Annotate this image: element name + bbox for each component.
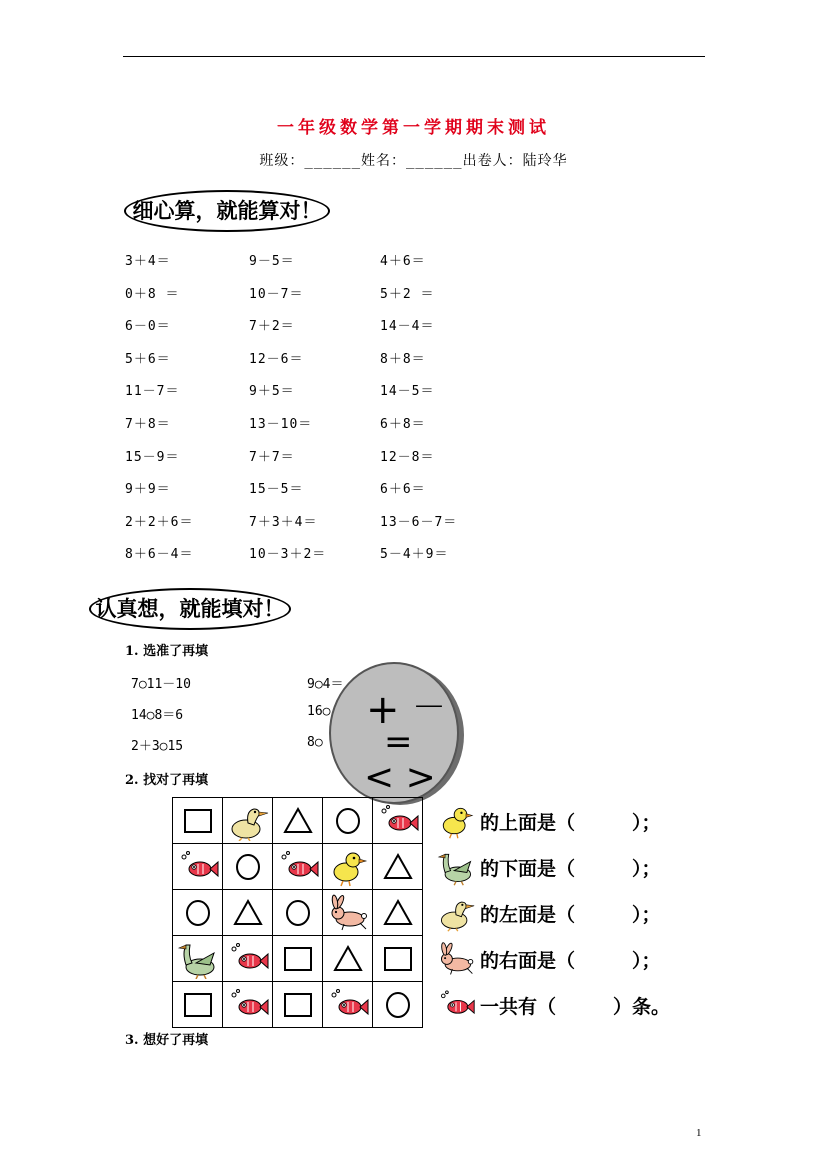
triangle-icon [376,847,420,887]
grid-cell [273,798,323,844]
rabbit-icon [326,893,370,933]
fish-icon [226,985,270,1025]
calc-problem: 8＋6－4＝ [125,547,194,563]
page-title: 一年级数学第一学期期末测试 [277,118,550,138]
square-icon [176,985,220,1025]
grid-row [173,844,423,890]
grid-cell [223,936,273,982]
grid-row [173,890,423,936]
grid-cell [173,936,223,982]
question-text: 的上面是（ ）； [480,812,661,834]
grid-cell [373,844,423,890]
chick-icon [326,847,370,887]
grid-row [173,936,423,982]
calc-problem: 6＋8＝ [380,417,426,432]
question-animal [436,893,476,937]
header-rule [123,56,705,57]
calc-problem: 15－5＝ [249,482,304,498]
chick-icon [436,801,476,841]
calc-problem: 10－3＋2＝ [249,547,327,563]
page-number: 1 [696,1127,702,1139]
comparison-problem: 7○11－10 [131,677,191,692]
goose-icon [176,939,220,979]
fish-icon [276,847,320,887]
calc-problem: 7＋8＝ [125,417,171,432]
grid-cell [323,798,373,844]
position-grid [172,797,423,1028]
calc-problem: 4＋6＝ [380,254,426,269]
triangle-icon [376,893,420,933]
calc-problem: 9＋9＝ [125,482,171,498]
grid-cell [273,982,323,1028]
grid-cell [173,982,223,1028]
calc-problem: 15－9＝ [125,449,180,465]
calc-problem: 10－7＝ [249,286,304,302]
section1-banner: 细心算，就能算对！ [124,190,330,232]
comparison-problem: 8○ [307,735,323,750]
grid-cell [373,890,423,936]
calc-problem: 9－5＝ [249,254,295,269]
question-text: 的右面是（ ）； [480,950,661,972]
calc-problem: 6－0＝ [125,319,171,335]
plus-symbol: + [366,687,400,733]
grid-cell [323,982,373,1028]
compare-symbols: < > [364,757,436,798]
grid-row [173,982,423,1028]
calc-problem: 2＋2＋6＝ [125,514,194,530]
triangle-icon [226,893,270,933]
question-animal [436,939,476,983]
comparison-problem: 9○4＝ [307,677,344,692]
grid-cell [223,890,273,936]
question-animal [436,801,476,845]
symbol-bubble [326,661,466,806]
question-animal [436,847,476,891]
circle-icon [326,801,370,841]
calc-problem: 5－4＋9＝ [380,547,449,563]
grid-row [173,798,423,844]
circle-icon [176,893,220,933]
circle-icon [276,893,320,933]
triangle-icon [276,801,320,841]
circle-icon [376,985,420,1025]
duck-icon [436,893,476,933]
comparison-problem: 2＋3○15 [131,739,184,754]
calc-problem: 14－5＝ [380,384,435,400]
fish-icon [176,847,220,887]
fish-icon [376,801,420,841]
calc-problem: 9＋5＝ [249,384,295,400]
circle-icon [226,847,270,887]
calc-problem: 8＋8＝ [380,351,426,367]
student-info-line: 班级：______姓名：______出卷人：陆玲华 [259,153,568,169]
fish-icon [326,985,370,1025]
grid-cell [323,936,373,982]
grid-cell [373,798,423,844]
grid-cell [373,982,423,1028]
section2-banner: 认真想，就能填对！ [89,588,291,630]
question1-title: 1. 选准了再填 [125,644,209,659]
triangle-icon [326,939,370,979]
calc-problem: 12－6＝ [249,351,304,367]
question-text: 的下面是（ ）； [480,858,661,880]
grid-cell [173,844,223,890]
calc-problem: 6＋6＝ [380,482,426,498]
calc-problem: 7＋2＝ [249,319,295,335]
calc-problem: 5＋2 ＝ [380,286,435,302]
fish-icon [436,985,476,1025]
calc-problem: 7＋3＋4＝ [249,514,318,530]
grid-cell [323,890,373,936]
grid-cell [173,890,223,936]
goose-icon [436,847,476,887]
grid-cell [223,798,273,844]
grid-cell [373,936,423,982]
calc-problem: 5＋6＝ [125,351,171,367]
grid-cell [273,844,323,890]
duck-icon [226,801,270,841]
square-icon [176,801,220,841]
square-icon [376,939,420,979]
grid-cell [273,890,323,936]
calc-problem: 0＋8 ＝ [125,286,180,302]
question2-title: 2. 找对了再填 [125,773,209,788]
rabbit-icon [436,939,476,979]
calc-problem: 3＋4＝ [125,254,171,269]
minus-symbol: － [412,688,446,728]
grid-cell [223,982,273,1028]
calc-problem: 11－7＝ [125,384,180,400]
calc-problem: 13－6－7＝ [380,514,458,530]
calc-problem: 14－4＝ [380,319,435,335]
square-icon [276,939,320,979]
calc-problem: 13－10＝ [249,417,313,432]
equals-symbol: = [384,722,413,762]
question-animal [436,985,476,1029]
square-icon [276,985,320,1025]
comparison-problem: 16○ [307,704,331,719]
question-text: 的左面是（ ）； [480,904,661,926]
grid-cell [173,798,223,844]
grid-cell [223,844,273,890]
question-text: 一共有（ ）条。 [480,996,671,1018]
grid-cell [273,936,323,982]
grid-cell [323,844,373,890]
fish-icon [226,939,270,979]
comparison-problem: 14○8＝6 [131,708,184,723]
calc-problem: 7＋7＝ [249,449,295,465]
question3-title: 3. 想好了再填 [125,1033,209,1048]
calc-problem: 12－8＝ [380,449,435,465]
